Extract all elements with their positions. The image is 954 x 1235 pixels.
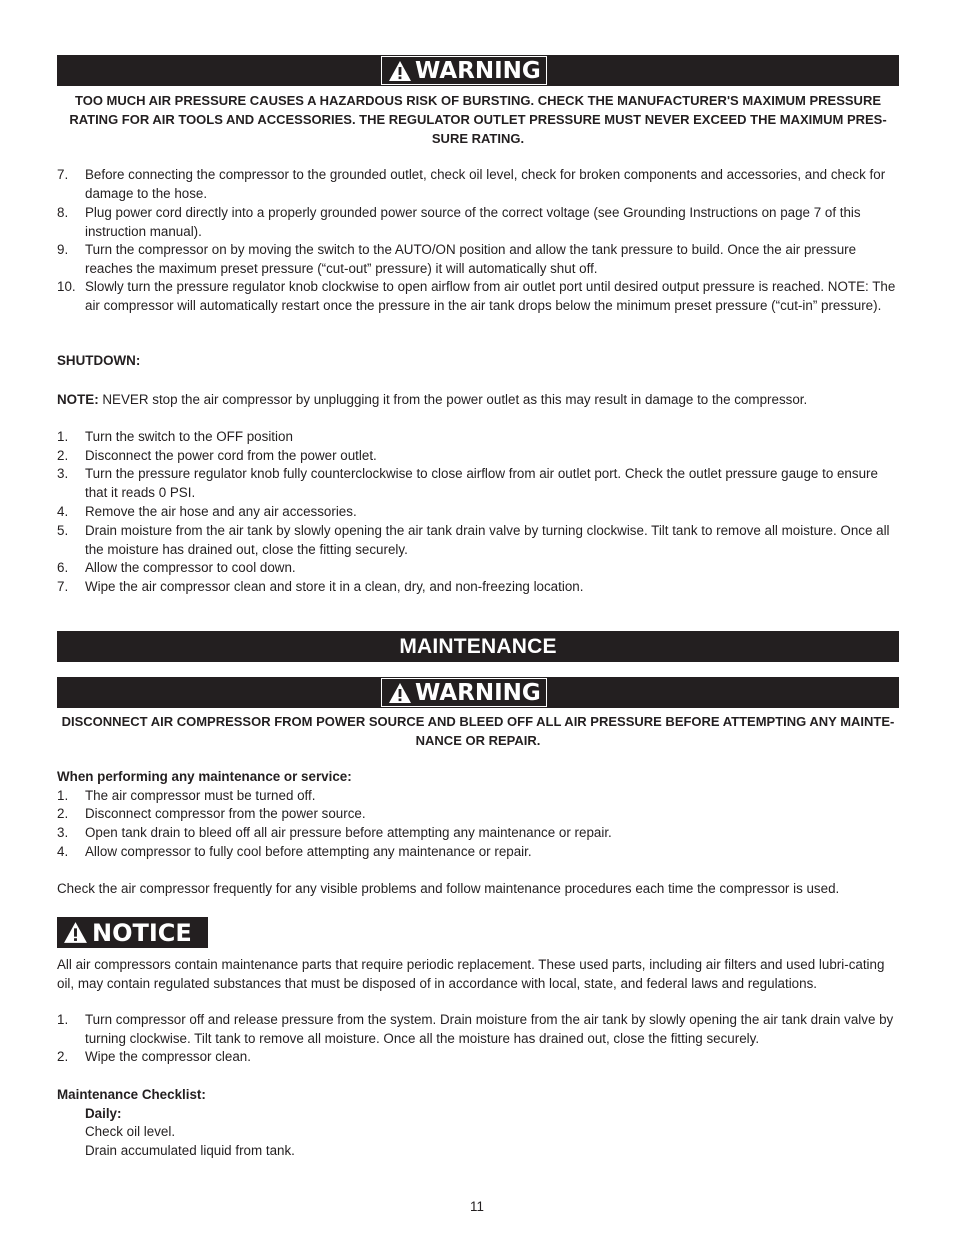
list-item-text: Before connecting the compressor to the grounded outlet, check oil level, check for broken components and accessories, and check for damage to the hose.	[85, 167, 886, 201]
list-item-text: Wipe the compressor clean.	[85, 1049, 251, 1064]
notice-label-text: NOTICE	[92, 918, 192, 947]
service-heading: When performing any maintenance or service:	[57, 769, 352, 784]
list-item-text: Open tank drain to bleed off all air pressure before attempting any maintenance or repair.	[85, 825, 612, 840]
list-item	[57, 447, 899, 466]
check-text: Check the air compressor frequently for any visible problems and follow maintenance procedures each time the compressor is used.	[57, 881, 840, 896]
list-item	[57, 166, 899, 204]
list-item-number: 2.	[57, 448, 69, 463]
list-item-number: 7.	[57, 167, 69, 182]
list-item-number: 10.	[57, 279, 76, 294]
list-item-text: Allow compressor to fully cool before attempting any maintenance or repair.	[85, 844, 532, 859]
list-item	[57, 522, 899, 560]
list-item-number: 7.	[57, 579, 69, 594]
warning-triangle-icon	[388, 682, 412, 704]
list-item	[57, 204, 899, 242]
list-item-text: Turn the pressure regulator knob fully counterclockwise to close airflow from air outlet port. Check the outlet pressure gauge to ensure that it reads 0 PSI.	[85, 466, 878, 500]
list-item-text: Slowly turn the pressure regulator knob clockwise to open airflow from air outlet port until desired output pressure is reached. NOTE: The air compressor will automatically restart once the pressure in the air tank drops below the minimum preset pressure (“cut-in” pressure).	[85, 279, 896, 313]
list-item-text: Allow the compressor to cool down.	[85, 560, 296, 575]
list-item-text: Plug power cord directly into a properly grounded power source of the correct voltage (see Grounding Instructions on page 7 of this instruction manual).	[85, 205, 861, 239]
list-item-number: 2.	[57, 806, 69, 821]
list-item	[57, 843, 899, 862]
shutdown-note	[57, 391, 899, 410]
checklist-heading: Maintenance Checklist:	[57, 1087, 206, 1102]
list-item-number: 4.	[57, 844, 69, 859]
list-item-number: 4.	[57, 504, 69, 519]
warning-text: DISCONNECT AIR COMPRESSOR FROM POWER SOURCE AND BLEED OFF ALL AIR PRESSURE BEFORE ATTEMPTING ANY MAINTE-NANCE OR REPAIR.	[61, 714, 895, 748]
list-item	[57, 787, 899, 806]
list-item-text: Turn the switch to the OFF position	[85, 429, 293, 444]
maintenance-title: MAINTENANCE	[57, 631, 899, 662]
list-item	[57, 241, 899, 279]
warning-text: TOO MUCH AIR PRESSURE CAUSES A HAZARDOUS RISK OF BURSTING. CHECK THE MANUFACTURER'S MAXIMUM PRESSURE RATING FOR AIR TOOLS AND ACCESSORIES. THE REGULATOR OUTLET PRESSURE MUST NEVER EXCEED THE MAXIMUM PRES-SURE RATING.	[69, 93, 887, 146]
list-item-text: Drain moisture from the air tank by slowly opening the air tank drain valve by turning clockwise. Tilt tank to remove all moisture. Once all the moisture has drained out, close the fitting securely.	[85, 523, 890, 557]
list-item-number: 1.	[57, 1012, 69, 1027]
list-item-number: 1.	[57, 788, 69, 803]
notice-text: All air compressors contain maintenance parts that require periodic replacement. These used parts, including air filters and used lubri-cating oil, may contain regulated substances that must be disposed of in accordance with local, state, and federal laws and regulations.	[57, 957, 885, 991]
page-number: 11	[470, 1199, 484, 1214]
list-item	[57, 1011, 899, 1049]
list-item-text: The air compressor must be turned off.	[85, 788, 316, 803]
list-item-number: 6.	[57, 560, 69, 575]
warning-label-text: WARNING	[415, 679, 541, 706]
list-item	[57, 578, 899, 597]
list-item	[57, 824, 899, 843]
list-item	[57, 503, 899, 522]
list-item-number: 3.	[57, 825, 69, 840]
shutdown-heading: SHUTDOWN:	[57, 353, 141, 368]
list-item-text: Disconnect compressor from the power source.	[85, 806, 366, 821]
list-item-number: 2.	[57, 1049, 69, 1064]
list-item-number: 8.	[57, 205, 69, 220]
list-item-number: 5.	[57, 523, 69, 538]
note-label: NOTE:	[57, 392, 99, 407]
warning-triangle-icon	[388, 60, 412, 82]
warning-label	[381, 56, 547, 85]
warning-label-text: WARNING	[415, 57, 541, 84]
list-item-text: Wipe the air compressor clean and store it in a clean, dry, and non-freezing location.	[85, 579, 584, 594]
list-item	[57, 559, 899, 578]
warning-label	[381, 678, 547, 707]
list-item-text: Turn the compressor on by moving the switch to the AUTO/ON position and allow the tank pressure to build. Once the air pressure reaches the maximum preset pressure (“cut-out” pressure) it will automatically shut off.	[85, 242, 857, 276]
warning-triangle-icon	[63, 921, 88, 944]
daily-item: Check oil level.	[85, 1124, 176, 1139]
daily-label: Daily:	[85, 1106, 122, 1121]
list-item-text: Remove the air hose and any air accessories.	[85, 504, 357, 519]
daily-item: Drain accumulated liquid from tank.	[85, 1143, 295, 1158]
list-item-text: Disconnect the power cord from the power outlet.	[85, 448, 377, 463]
note-text: NEVER stop the air compressor by unplugging it from the power outlet as this may result in damage to the compressor.	[102, 392, 808, 407]
list-item-number: 1.	[57, 429, 69, 444]
list-item-number: 9.	[57, 242, 69, 257]
list-item-text: Turn compressor off and release pressure from the system. Drain moisture from the air tank by slowly opening the air tank drain valve by turning clockwise. Tilt tank to remove all moisture. Once all the moisture has drained out, close the fitting securely.	[85, 1012, 894, 1046]
list-item	[57, 428, 899, 447]
list-item	[57, 278, 899, 316]
list-item	[57, 805, 899, 824]
list-item	[57, 1048, 899, 1067]
list-item	[57, 465, 899, 503]
list-item-number: 3.	[57, 466, 69, 481]
notice-label	[57, 917, 208, 948]
